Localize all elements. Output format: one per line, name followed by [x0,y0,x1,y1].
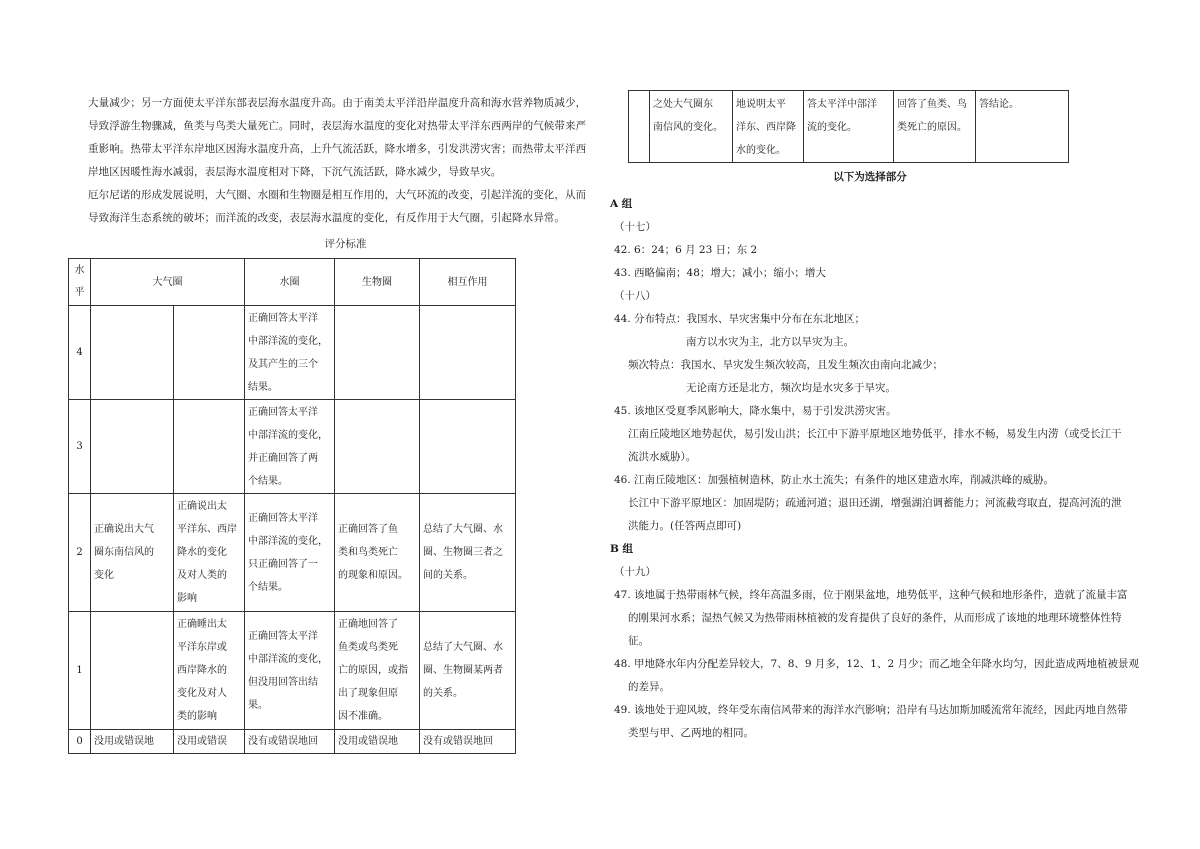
cell-line: 降水的变化 [177,547,227,559]
answer-line: （十八） [614,290,656,303]
rubric-hydrosphere [245,730,335,754]
rubric-interaction [420,400,516,494]
rubric-table-continuation [628,90,1069,163]
section-title: 以下为选择部分 [833,171,907,183]
cell-line: 没用或错误地 [338,736,398,748]
paragraph-line: 厄尔尼诺的形成发展说明，大气圈、水圈和生物圈是相互作用的，大气环流的改变，引起洋流的变化，从而 [88,189,587,201]
rubric-interaction [420,494,516,612]
rubric-row [69,612,516,730]
paragraph-line: 岸地区因暖性海水减弱，表层海水温度相对下降，下沉气流活跃，降水减少，导致旱灾。 [88,166,502,178]
rubric-biosphere [335,612,420,730]
continuation-biosphere [894,91,976,163]
cell-line: 正确回答太平洋 [248,630,318,642]
rubric-atmosphere-a [91,400,174,494]
continuation-atmosphere-b [733,91,804,163]
answer-line: 洪能力。(任答两点即可) [628,520,742,533]
cell-line: 中部洋流的变化， [248,429,328,441]
rubric-biosphere [335,306,420,400]
header-hydrosphere: 水圈 [245,259,335,306]
cell-line: 正确回答太平洋 [248,406,318,418]
continuation-level-cell [629,91,650,163]
answer-line: 长江中下游平原地区：加固堤防；疏通河道；退田还湖，增强湖泊调蓄能力；河流截弯取直，提高河流的泄 [628,497,1122,510]
rubric-row [69,306,516,400]
rubric-hydrosphere [245,400,335,494]
answer-line: 44. 分布特点：我国水、旱灾害集中分布在东北地区； [614,313,866,326]
group-b-answers [610,561,1139,745]
cell-line: 正确说出太 [177,501,227,513]
rubric-hydrosphere [245,494,335,612]
answer-line: 43. 西略偏南；48；增大；减小；缩小；增大 [614,267,826,280]
cell-line: 圈、生物圈某两者 [423,665,503,677]
paragraph-line: 大量减少；另一方面使太平洋东部表层海水温度升高。由于南美太平洋沿岸温度升高和海水营养物质减少， [88,97,587,109]
cell-line: 的现象和原因。 [338,570,408,582]
cell-line: 因不准确。 [338,711,388,723]
rubric-row [69,730,516,754]
cell-line: 水的变化。 [736,145,786,156]
cell-line: 间的关系。 [423,570,473,582]
rubric-table [68,258,516,754]
cell-line: 洋东、西岸降 [736,122,796,133]
answer-line: 类型与甲、乙两地的相同。 [628,727,754,740]
paragraph-line: 重影响。热带太平洋东岸地区因海水温度升高，上升气流活跃，降水增多，引发洪涝灾害；而热带太平洋西 [88,143,587,155]
answer-line: 47. 该地属于热带雨林气候，终年高温多雨，位于刚果盆地，地势低平，这种气候和地形条件，造就了流量丰富 [614,589,1128,602]
cell-line: 中部洋流的变化， [248,535,328,547]
left-column [74,92,603,754]
cell-line: 圈、生物圈三者之 [423,547,503,559]
cell-line: 的关系。 [423,688,463,700]
answer-line: （十七） [614,221,656,234]
paragraph-2 [88,184,603,230]
header-interaction: 相互作用 [420,259,516,306]
cell-line: 总结了大气圈、水 [423,524,503,536]
answer-line: 流洪水威胁）。 [628,451,697,464]
cell-line: 回答了鱼类、鸟 [897,99,967,110]
cell-line: 正确说出大气 [94,524,154,536]
answer-line: 45. 该地区受夏季风影响大，降水集中，易于引发洪涝灾害。 [614,405,897,418]
cell-line: 类死亡的原因。 [897,122,967,133]
answer-line: 南方以水灾为主，北方以旱灾为主。 [686,336,854,349]
rubric-interaction [420,306,516,400]
header-atmosphere: 大气圈 [91,259,245,306]
rubric-atmosphere-a [91,306,174,400]
cell-line: 出了现象但原 [338,688,398,700]
header-biosphere: 生物圈 [335,259,420,306]
cell-line: 中部洋流的变化， [248,653,328,665]
rubric-atmosphere-a [91,494,174,612]
rubric-row [69,494,516,612]
cell-line: 个结果。 [248,581,288,593]
cell-line: 正确回答太平洋 [248,312,318,324]
group-b-heading: B 组 [610,543,634,556]
cell-line: 圈东南信风的 [94,547,154,559]
rubric-level: 0 [69,730,91,754]
answer-line: 46. 江南丘陵地区：加强植树造林，防止水土流失；有条件的地区建造水库，削减洪峰的威胁。 [614,474,1055,487]
cell-line: 地说明太平 [736,99,786,110]
cell-line: 正确回答太平洋 [248,512,318,524]
rubric-atmosphere-b [174,494,245,612]
answer-line: 49. 该地处于迎风坡，终年受东南信风带来的海洋水汽影响；沿岸有马达加斯加暖流常年流经，因此丙地自然带 [614,704,1128,717]
cell-line: 之处大气圈东 [653,99,713,110]
rubric-atmosphere-b [174,612,245,730]
rubric-title: 评分标准 [324,238,367,250]
continuation-row [629,91,1069,163]
cell-line: 没有或错误地回 [423,736,493,748]
cell-line: 果。 [248,699,268,711]
cell-line: 中部洋流的变化， [248,335,328,347]
cell-line: 没有或错误地回 [248,736,318,748]
rubric-atmosphere-b [174,400,245,494]
rubric-level: 4 [69,306,91,400]
cell-line: 正确地回答了 [338,619,398,631]
cell-line: 答结论。 [979,99,1019,110]
rubric-hydrosphere [245,306,335,400]
cell-line: 亡的原因，或指 [338,665,408,677]
cell-line: 南信风的变化。 [653,122,723,133]
rubric-biosphere [335,400,420,494]
cell-line: 平洋东岸或 [177,642,227,654]
choice-section [610,169,1139,745]
rubric-hydrosphere [245,612,335,730]
cell-line: 答太平洋中部洋 [807,99,877,110]
rubric-biosphere [335,494,420,612]
cell-line: 只正确回答了一 [248,558,318,570]
cell-line: 平洋东、西岸 [177,524,237,536]
cell-line: 鱼类或鸟类死 [338,642,398,654]
group-a-answers [610,216,1130,538]
cell-line: 结果。 [248,381,278,393]
answer-line: 的差异。 [628,681,670,694]
cell-line: 流的变化。 [807,122,857,133]
answer-line: 的刚果河水系；湿热气候又为热带雨林植被的发育提供了良好的条件，从而形成了该地的地理环境整体性特 [628,612,1122,625]
cell-line: 西岸降水的 [177,665,227,677]
cell-line: 没用或错误 [177,736,227,748]
cell-line: 但没用回答出结 [248,676,318,688]
header-level: 水 平 [69,259,91,306]
group-a-heading: A 组 [610,198,633,211]
answer-line: 征。 [628,635,649,648]
rubric-atmosphere-b [174,306,245,400]
cell-line: 正确睡出太 [177,619,227,631]
rubric-atmosphere-a [91,730,174,754]
rubric-header-row [69,259,516,306]
rubric-level: 1 [69,612,91,730]
continuation-hydrosphere [804,91,894,163]
answer-line: 频次特点：我国水、旱灾发生频次较高，且发生频次由南向北减少； [628,359,943,372]
cell-line: 变化 [94,570,114,582]
cell-line: 并正确回答了两 [248,452,318,464]
paragraph-line: 导致海洋生态系统的破坏；而洋流的改变，表层海水温度的变化，有反作用于大气圈，引起降水异常。 [88,212,565,224]
rubric-row [69,400,516,494]
rubric-biosphere [335,730,420,754]
answer-line: （十九） [614,566,656,579]
paragraph-line: 导致浮游生物骤减，鱼类与鸟类大量死亡。同时，表层海水温度的变化对热带太平洋东西两岸的气候带来严 [88,120,587,132]
cell-line: 类的影响 [177,711,217,723]
paragraph-1 [88,92,603,184]
rubric-level: 2 [69,494,91,612]
rubric-atmosphere-a [91,612,174,730]
answer-line: 48. 甲地降水年内分配差异较大，7、8、9 月多，12、1、2 月少；而乙地全年降水均匀，因此造成两地植被景观 [614,658,1139,671]
rubric-interaction [420,612,516,730]
rubric-level: 3 [69,400,91,494]
right-column [610,90,1139,745]
cell-line: 正确回答了鱼 [338,524,398,536]
cell-line: 影响 [177,593,197,605]
rubric-interaction [420,730,516,754]
cell-line: 个结果。 [248,475,288,487]
continuation-atmosphere-a [650,91,733,163]
answer-line: 无论南方还是北方，频次均是水灾多于旱灾。 [686,382,896,395]
rubric-atmosphere-b [174,730,245,754]
cell-line: 及对人类的 [177,570,227,582]
cell-line: 变化及对人 [177,688,227,700]
cell-line: 及其产生的三个 [248,358,318,370]
answer-line: 42. 6：24；6 月 23 日；东 2 [614,244,758,257]
cell-line: 总结了大气圈、水 [423,642,503,654]
cell-line: 没用或错误地 [94,736,154,748]
answer-line: 江南丘陵地区地势起伏，易引发山洪；长江中下游平原地区地势低平，排水不畅，易发生内涝（或受长江干 [628,428,1122,441]
continuation-interaction [976,91,1069,163]
cell-line: 类和鸟类死亡 [338,547,398,559]
